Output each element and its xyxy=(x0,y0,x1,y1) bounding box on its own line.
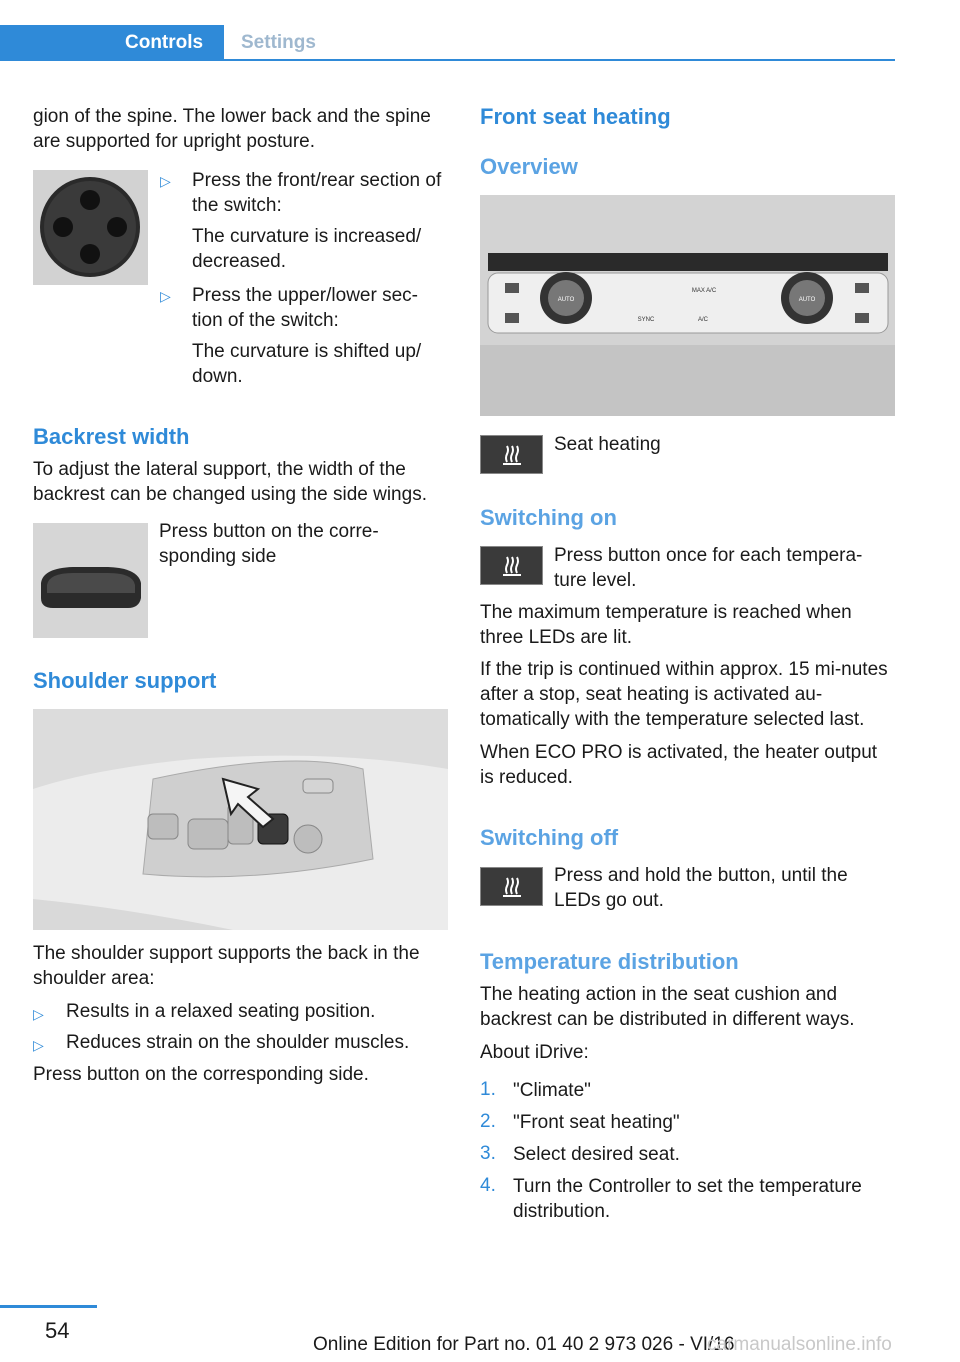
ac-label: A/C xyxy=(697,317,709,323)
edition-text: Online Edition for Part no. 01 40 2 973 026 - VI/16 xyxy=(313,1334,735,1355)
watermark: carmanualsonline.info xyxy=(707,1334,892,1355)
maxac-label: MAX A/C xyxy=(691,288,717,294)
backrest-width-text: To adjust the lateral support, the width of the backrest can be changed using the side wings. xyxy=(33,459,427,505)
auto-label-left: AUTO xyxy=(557,297,575,303)
tab-controls[interactable]: Controls xyxy=(0,25,224,61)
step-text: Select desired seat. xyxy=(513,1144,680,1165)
step-number: 2. xyxy=(480,1111,496,1132)
step-text: "Front seat heating" xyxy=(513,1112,680,1133)
bullet-arrow-icon: ▷ xyxy=(33,1037,44,1053)
footer-line xyxy=(0,1305,97,1308)
switching-off-instruction: Press and hold the button, until the LEDs go out. xyxy=(554,865,848,911)
shoulder-bullet-1: Results in a relaxed seating position. xyxy=(66,1001,376,1022)
step-number: 4. xyxy=(480,1175,496,1196)
switching-on-instruction: Press button once for each tempera-ture level. xyxy=(554,545,863,591)
lumbar-switch-image xyxy=(33,170,148,285)
auto-label-right: AUTO xyxy=(798,297,816,303)
sync-label: SYNC xyxy=(637,317,655,323)
lumbar-bullet-2-sub: The curvature is shifted up/ down. xyxy=(192,341,422,387)
seat-heating-icon xyxy=(480,435,543,474)
backrest-instruction: Press button on the corre-sponding side xyxy=(159,521,379,567)
backrest-width-heading: Backrest width xyxy=(33,424,190,449)
shoulder-support-heading: Shoulder support xyxy=(33,668,217,693)
step-text: "Climate" xyxy=(513,1080,591,1101)
page-number: 54 xyxy=(45,1318,70,1343)
bullet-arrow-icon: ▷ xyxy=(33,1006,44,1022)
switching-on-heading: Switching on xyxy=(480,505,617,530)
side-wing-button-image xyxy=(33,523,148,638)
seat-heating-icon xyxy=(480,867,543,906)
header-tabs xyxy=(0,25,895,61)
lumbar-bullet-2: Press the upper/lower sec-tion of the switch: xyxy=(192,285,418,331)
eco-text: When ECO PRO is activated, the heater output is reduced. xyxy=(480,742,878,788)
bullet-arrow-icon: ▷ xyxy=(160,173,171,189)
climate-panel-image xyxy=(480,195,895,416)
seat-heating-icon xyxy=(480,546,543,585)
seat-heating-label: Seat heating xyxy=(554,434,661,455)
max-temp-text: The maximum temperature is reached when three LEDs are lit. xyxy=(480,602,852,648)
about-idrive: About iDrive: xyxy=(480,1042,589,1063)
lumbar-bullet-1-sub: The curvature is increased/ decreased. xyxy=(192,226,422,272)
shoulder-support-image xyxy=(33,709,448,930)
tab-settings[interactable]: Settings xyxy=(241,32,316,53)
step-number: 1. xyxy=(480,1079,496,1100)
temp-distribution-heading: Temperature distribution xyxy=(480,949,739,974)
trip-text: If the trip is continued within approx. 15 mi-nutes after a stop, seat heating is activated au-tomatically with the temperature selected last. xyxy=(480,659,888,730)
switching-off-heading: Switching off xyxy=(480,825,619,850)
shoulder-bullet-2: Reduces strain on the shoulder muscles. xyxy=(66,1032,410,1053)
front-seat-heating-heading: Front seat heating xyxy=(480,104,671,129)
bullet-arrow-icon: ▷ xyxy=(160,288,171,304)
intro-text: gion of the spine. The lower back and the spine are supported for upright posture. xyxy=(33,106,431,152)
shoulder-support-text: The shoulder support supports the back in the shoulder area: xyxy=(33,943,420,989)
step-text: Turn the Controller to set the temperature distribution. xyxy=(513,1176,862,1222)
temp-distribution-text: The heating action in the seat cushion and backrest can be distributed in different ways. xyxy=(480,984,855,1030)
step-number: 3. xyxy=(480,1143,496,1164)
lumbar-bullet-1: Press the front/rear section of the switch: xyxy=(192,170,442,216)
overview-heading: Overview xyxy=(480,154,578,179)
shoulder-press-text: Press button on the corresponding side. xyxy=(33,1064,369,1085)
